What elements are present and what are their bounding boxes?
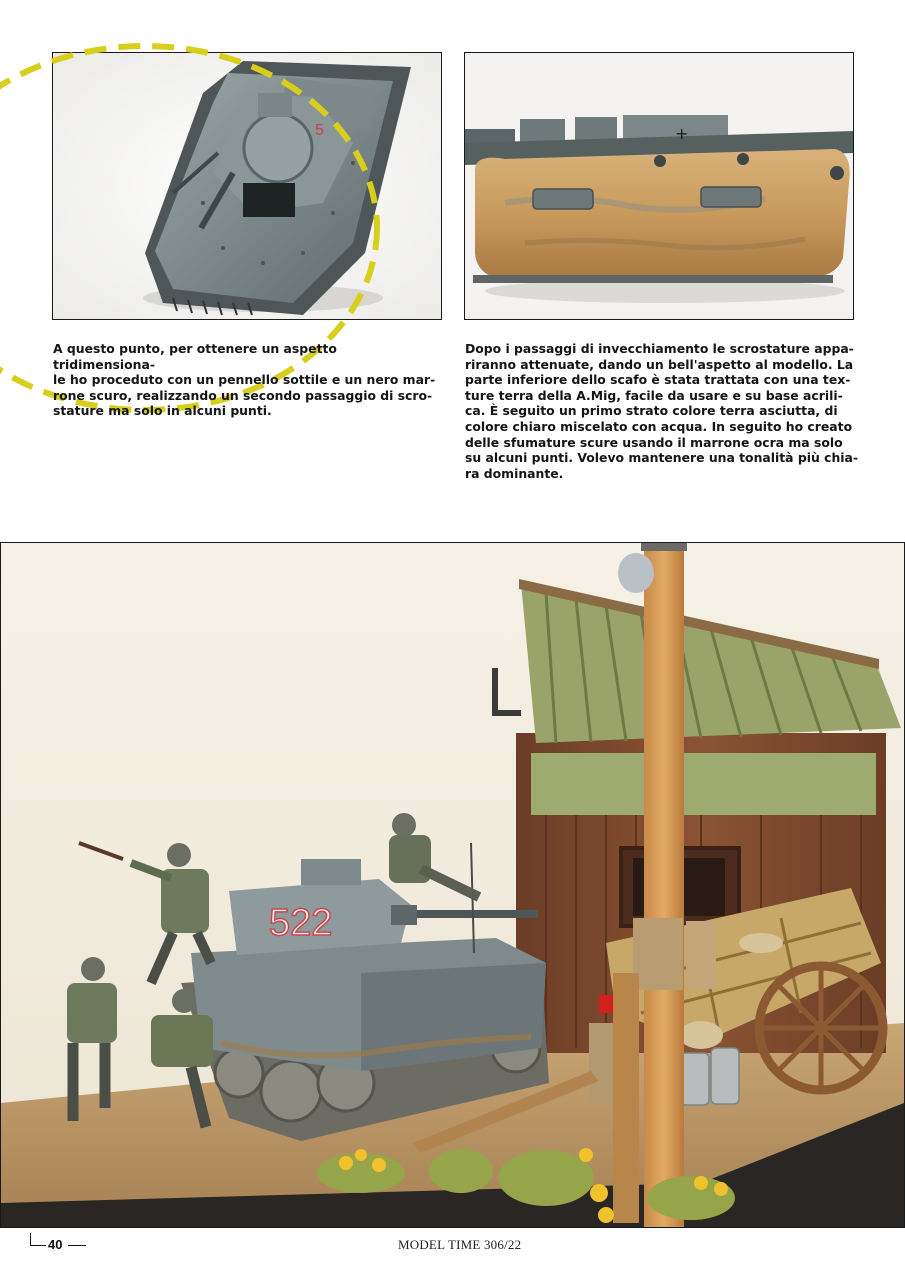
caption-right-line: ca. È seguito un primo strato colore terra asciutta, di	[465, 403, 838, 419]
tank-top-view-image	[53, 53, 441, 319]
caption-right-line: Dopo i passaggi di invecchiamento le scrostature appa-	[465, 341, 854, 356]
tank-number: 522	[269, 902, 333, 944]
magazine-title: MODEL TIME 306/22	[398, 1237, 522, 1252]
caption-right-line: riranno attenuate, dando un bell'aspetto al modello. La	[465, 356, 854, 372]
caption-right-line: su alcuni punti. Volevo mantenere una tonalità più chia-	[465, 450, 859, 466]
hull-underside-image	[465, 53, 853, 319]
page-number: 40	[48, 1237, 63, 1252]
caption-right-line: ra dominante.	[465, 465, 564, 481]
svg-text:5: 5	[315, 122, 324, 139]
photo-diorama	[0, 542, 905, 1228]
caption-left-line: rone scuro, realizzando un secondo passaggio di scro-	[53, 387, 433, 403]
footer-rule	[30, 1245, 46, 1246]
caption-left	[53, 341, 443, 419]
caption-right-line: ture terra della A.Mig, facile da usare e su base acrili-	[465, 387, 843, 403]
diorama-image	[1, 543, 904, 1227]
photo-hull-underside	[464, 52, 854, 320]
caption-left-line: A questo punto, per ottenere un aspetto tridimensiona-	[53, 341, 337, 372]
caption-right-line: colore chiaro miscelato con acqua. In seguito ho creato	[465, 418, 853, 434]
caption-left-line: stature ma solo in alcuni punti.	[53, 403, 272, 419]
photo-tank-top-view	[52, 52, 442, 320]
footer-rule	[68, 1245, 86, 1246]
caption-right-line: delle sfumature scure usando il marrone ocra ma solo	[465, 434, 843, 450]
caption-right-line: parte inferiore dello scafo è stata trattata con una tex-	[465, 372, 851, 388]
caption-left-line: le ho proceduto con un pennello sottile e un nero mar-	[53, 372, 436, 388]
caption-right	[465, 341, 860, 481]
svg-text:+: +	[675, 124, 689, 143]
